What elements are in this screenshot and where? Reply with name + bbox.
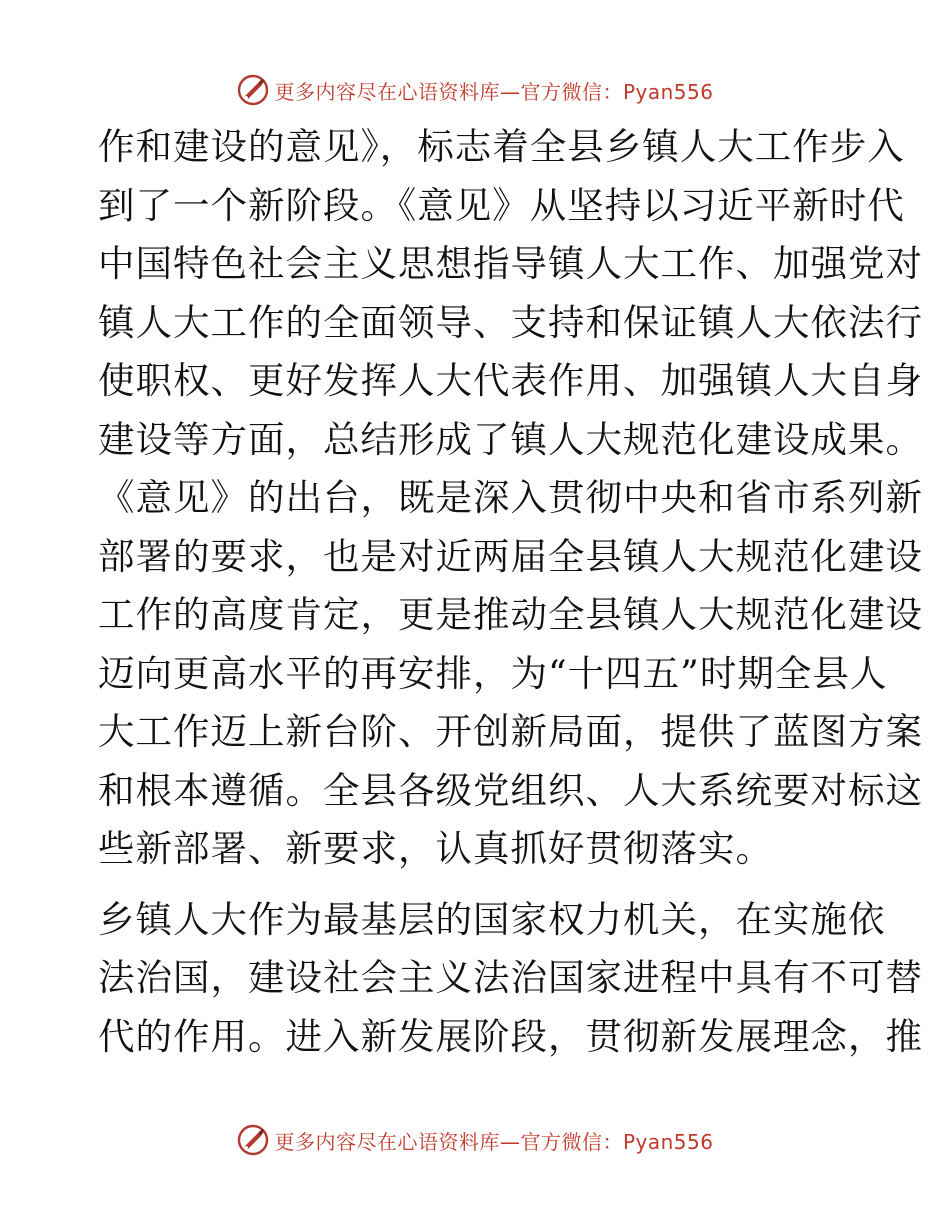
text-line: 代的作用。进入新发展阶段，贯彻新发展理念，推 (98, 1014, 923, 1058)
text-line: 使职权、更好发挥人大代表作用、加强镇人大自身 (98, 359, 923, 402)
header-banner-text: 更多内容尽在心语资料库—官方微信：Pyan556 (274, 79, 714, 104)
text-line: 镇人大工作的全面领导、支持和保证镇人大依法行 (98, 300, 923, 344)
paragraph-gap (98, 879, 858, 891)
text-line: 到了一个新阶段。《意见》从坚持以习近平新时代 (98, 183, 905, 227)
pen-logo-icon (236, 1123, 270, 1157)
text-line: 迈向更高水平的再安排，为“十四五”时期全县人 (98, 651, 888, 695)
text-line: 和根本遵循。全县各级党组织、人大系统要对标这 (98, 768, 923, 812)
footer-banner (0, 1120, 950, 1160)
paragraph-1 (98, 118, 923, 879)
text-line: 中国特色社会主义思想指导镇人大工作、加强党对 (98, 242, 923, 285)
text-line: 建设等方面，总结形成了镇人大规范化建设成果。 (98, 417, 923, 461)
text-line: 部署的要求，也是对近两届全县镇人大规范化建设 (98, 534, 923, 578)
header-banner (0, 70, 950, 110)
text-line: 些新部署、新要求，认真抓好贯彻落实。 (98, 827, 773, 870)
text-line: 工作的高度肯定，更是推动全县镇人大规范化建设 (98, 593, 923, 636)
document-body (98, 118, 923, 1066)
text-line: 法治国，建设社会主义法治国家进程中具有不可替 (98, 956, 923, 999)
paragraph-2 (98, 891, 923, 1067)
text-line: 大工作迈上新台阶、开创新局面，提供了蓝图方案 (98, 710, 923, 753)
text-line: 《意见》的出台，既是深入贯彻中央和省市系列新 (98, 476, 923, 519)
footer-banner-text: 更多内容尽在心语资料库—官方微信：Pyan556 (274, 1129, 714, 1154)
text-line: 作和建设的意见》，标志着全县乡镇人大工作步入 (98, 125, 905, 168)
pen-logo-icon (236, 73, 270, 107)
text-line: 乡镇人大作为最基层的国家权力机关，在实施依 (98, 897, 886, 941)
